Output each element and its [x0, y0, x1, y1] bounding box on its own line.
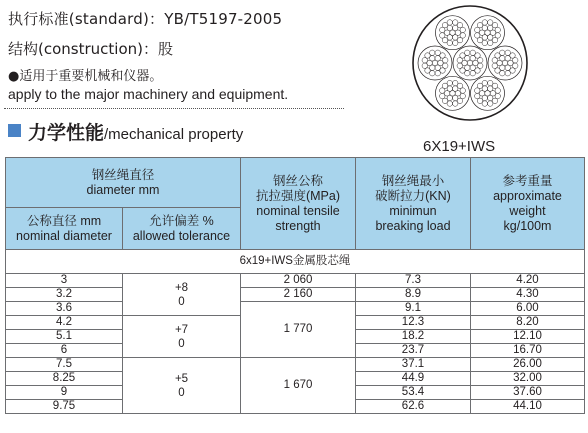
tolerance-zero: 0	[178, 386, 185, 399]
wire	[443, 58, 448, 63]
wire	[460, 88, 465, 93]
wire	[430, 71, 435, 76]
wire	[442, 98, 447, 103]
cell-tensile-strength: 1 670	[241, 358, 356, 414]
wire	[475, 88, 480, 93]
wire	[505, 65, 510, 70]
wire	[457, 63, 462, 68]
cell-weight: 44.10	[471, 400, 585, 414]
wire	[430, 50, 435, 55]
cell-tolerance	[123, 274, 241, 316]
cell-weight: 4.30	[471, 288, 585, 302]
wire	[510, 53, 515, 58]
cell-nominal-diameter: 3	[6, 274, 123, 288]
section-title-cn: 力学性能	[28, 122, 105, 144]
header-tol-cn: 允许偏差 %	[149, 213, 214, 228]
wire	[492, 58, 497, 63]
wire	[457, 98, 462, 103]
wire	[453, 25, 458, 30]
wire	[447, 20, 452, 25]
standard-line: 执行标准(standard)：YB/T5197-2005	[8, 10, 283, 28]
application-en: apply to the major machinery and equipment.	[8, 86, 289, 102]
wire	[457, 22, 462, 27]
wire	[488, 95, 493, 100]
section-title	[28, 118, 243, 145]
wire	[447, 40, 452, 45]
wire	[453, 86, 458, 91]
wire	[495, 53, 500, 58]
wire	[482, 101, 487, 106]
cell-breaking-load: 7.3	[356, 274, 471, 288]
cell-nominal-diameter: 5.1	[6, 330, 123, 344]
table-row	[6, 302, 585, 316]
wire	[492, 37, 497, 42]
header-strength-en2: strength	[275, 218, 321, 233]
wire	[443, 63, 448, 68]
wire	[440, 53, 445, 58]
header-load-cn2: 破断拉力(KN)	[375, 188, 451, 203]
wire	[425, 53, 430, 58]
wire	[488, 101, 493, 106]
wire	[457, 58, 462, 63]
wire	[460, 53, 465, 58]
wire	[453, 101, 458, 106]
cell-nominal-diameter: 4.2	[6, 316, 123, 330]
wire	[495, 93, 500, 98]
wire	[465, 56, 470, 61]
wire	[440, 93, 445, 98]
wire	[488, 25, 493, 30]
header-load-en1: minimun	[389, 203, 437, 218]
header-nominal-en: nominal diameter	[16, 228, 112, 243]
cell-breaking-load: 9.1	[356, 302, 471, 316]
wire	[440, 33, 445, 38]
wire	[488, 40, 493, 45]
wire	[460, 33, 465, 38]
cell-nominal-diameter: 8.25	[6, 372, 123, 386]
tolerance-plus: +7	[174, 323, 189, 336]
wire	[510, 68, 515, 73]
wire	[447, 80, 452, 85]
header-strength	[241, 158, 356, 250]
wire	[492, 98, 497, 103]
wire	[447, 86, 452, 91]
cell-breaking-load: 44.9	[356, 372, 471, 386]
cell-nominal-diameter: 6	[6, 344, 123, 358]
wire	[440, 68, 445, 73]
cell-nominal-diameter: 3.2	[6, 288, 123, 302]
wire	[492, 63, 497, 68]
wire	[475, 93, 480, 98]
wire	[453, 95, 458, 100]
wire	[422, 63, 427, 68]
header-strength-cn2: 抗拉强度(MPa)	[255, 188, 341, 203]
wire	[440, 27, 445, 32]
cell-tolerance	[123, 316, 241, 358]
wire	[478, 63, 483, 68]
wire	[435, 71, 440, 76]
cell-weight: 6.00	[471, 302, 585, 316]
cell-nominal-diameter: 3.6	[6, 302, 123, 316]
wire	[465, 71, 470, 76]
cell-weight: 8.20	[471, 316, 585, 330]
wire	[442, 22, 447, 27]
wire	[460, 27, 465, 32]
wire	[453, 35, 458, 40]
wire	[435, 56, 440, 61]
wire	[475, 33, 480, 38]
wire	[453, 40, 458, 45]
header-weight-en2: weight	[509, 203, 546, 218]
rope-cross-section-image	[404, 3, 536, 123]
application-cn: ●适用于重要机械和仪器。	[8, 69, 163, 84]
cell-weight: 12.10	[471, 330, 585, 344]
cell-breaking-load: 18.2	[356, 330, 471, 344]
dotted-divider	[4, 108, 344, 109]
table-section-label: 6x19+IWS金属股芯绳	[6, 250, 585, 274]
wire	[482, 40, 487, 45]
wire	[492, 83, 497, 88]
wire	[513, 58, 518, 63]
cell-weight: 4.20	[471, 274, 585, 288]
wire	[477, 83, 482, 88]
header-load-en2: breaking load	[375, 218, 451, 233]
wire	[488, 20, 493, 25]
cell-nominal-diameter: 9	[6, 386, 123, 400]
header-tolerance	[123, 208, 241, 250]
wire	[500, 56, 505, 61]
cell-weight: 26.00	[471, 358, 585, 372]
cell-breaking-load: 37.1	[356, 358, 471, 372]
wire	[488, 35, 493, 40]
wire	[470, 71, 475, 76]
header-weight-en3: kg/100m	[503, 218, 552, 233]
wire	[477, 37, 482, 42]
wire	[447, 25, 452, 30]
wire	[457, 37, 462, 42]
wire	[430, 56, 435, 61]
wire	[478, 58, 483, 63]
wire	[488, 86, 493, 91]
wire	[442, 83, 447, 88]
wire	[495, 27, 500, 32]
wire	[482, 86, 487, 91]
cell-tensile-strength: 2 060	[241, 274, 356, 288]
header-weight-en1: approximate	[493, 188, 562, 203]
wire	[442, 37, 447, 42]
cell-weight: 16.70	[471, 344, 585, 358]
table-row	[6, 288, 585, 302]
section-marker-icon	[8, 124, 21, 137]
wire	[440, 88, 445, 93]
header-tol-en: allowed tolerance	[132, 228, 231, 243]
wire	[500, 50, 505, 55]
wire	[475, 27, 480, 32]
tolerance-plus: +8	[174, 281, 189, 294]
table-row	[6, 274, 585, 288]
wire	[447, 101, 452, 106]
rope-type-label: 6X19+IWS	[423, 138, 496, 155]
cell-breaking-load: 53.4	[356, 386, 471, 400]
header-nominal-diameter	[6, 208, 123, 250]
wire	[470, 65, 475, 70]
mechanical-property-table	[5, 157, 585, 414]
wire	[470, 56, 475, 61]
wire	[505, 56, 510, 61]
wire	[495, 33, 500, 38]
tolerance-plus: +5	[174, 372, 189, 385]
header-strength-en1: nominal tensile	[256, 203, 340, 218]
cell-nominal-diameter: 7.5	[6, 358, 123, 372]
wire	[465, 50, 470, 55]
wire	[500, 71, 505, 76]
wire	[482, 25, 487, 30]
wire	[435, 50, 440, 55]
wire	[482, 20, 487, 25]
tolerance-zero: 0	[178, 295, 185, 308]
section-title-en: /mechanical property	[104, 126, 244, 143]
wire	[475, 68, 480, 73]
cell-breaking-load: 23.7	[356, 344, 471, 358]
wire	[457, 83, 462, 88]
wire	[475, 53, 480, 58]
wire	[470, 50, 475, 55]
wire	[513, 63, 518, 68]
cell-tensile-strength: 1 770	[241, 302, 356, 358]
wire	[460, 68, 465, 73]
header-breaking-load	[356, 158, 471, 250]
wire	[505, 50, 510, 55]
wire	[422, 58, 427, 63]
wire	[435, 65, 440, 70]
wire	[453, 80, 458, 85]
table-row	[6, 358, 585, 372]
header-strength-cn1: 钢丝公称	[272, 173, 323, 188]
wire	[492, 22, 497, 27]
header-diameter-cn: 钢丝绳直径	[91, 167, 155, 182]
header-load-cn1: 钢丝绳最小	[381, 173, 445, 188]
header-diameter-en: diameter mm	[86, 182, 160, 197]
construction-line: 结构(construction)：股	[8, 40, 173, 58]
cell-breaking-load: 62.6	[356, 400, 471, 414]
wire	[482, 80, 487, 85]
wire	[495, 88, 500, 93]
wire	[495, 68, 500, 73]
header-weight	[471, 158, 585, 250]
wire	[425, 68, 430, 73]
cell-breaking-load: 8.9	[356, 288, 471, 302]
tolerance-zero: 0	[178, 337, 185, 350]
cell-weight: 37.60	[471, 386, 585, 400]
cell-tensile-strength: 2 160	[241, 288, 356, 302]
header-weight-cn: 参考重量	[502, 173, 553, 188]
cell-tolerance	[123, 358, 241, 414]
cell-weight: 32.00	[471, 372, 585, 386]
wire	[477, 22, 482, 27]
wire	[505, 71, 510, 76]
cell-nominal-diameter: 9.75	[6, 400, 123, 414]
wire	[488, 80, 493, 85]
wire	[453, 20, 458, 25]
wire	[460, 93, 465, 98]
wire	[477, 98, 482, 103]
header-diameter	[6, 158, 241, 208]
header-nominal-cn: 公称直径 mm	[26, 213, 102, 228]
cell-breaking-load: 12.3	[356, 316, 471, 330]
